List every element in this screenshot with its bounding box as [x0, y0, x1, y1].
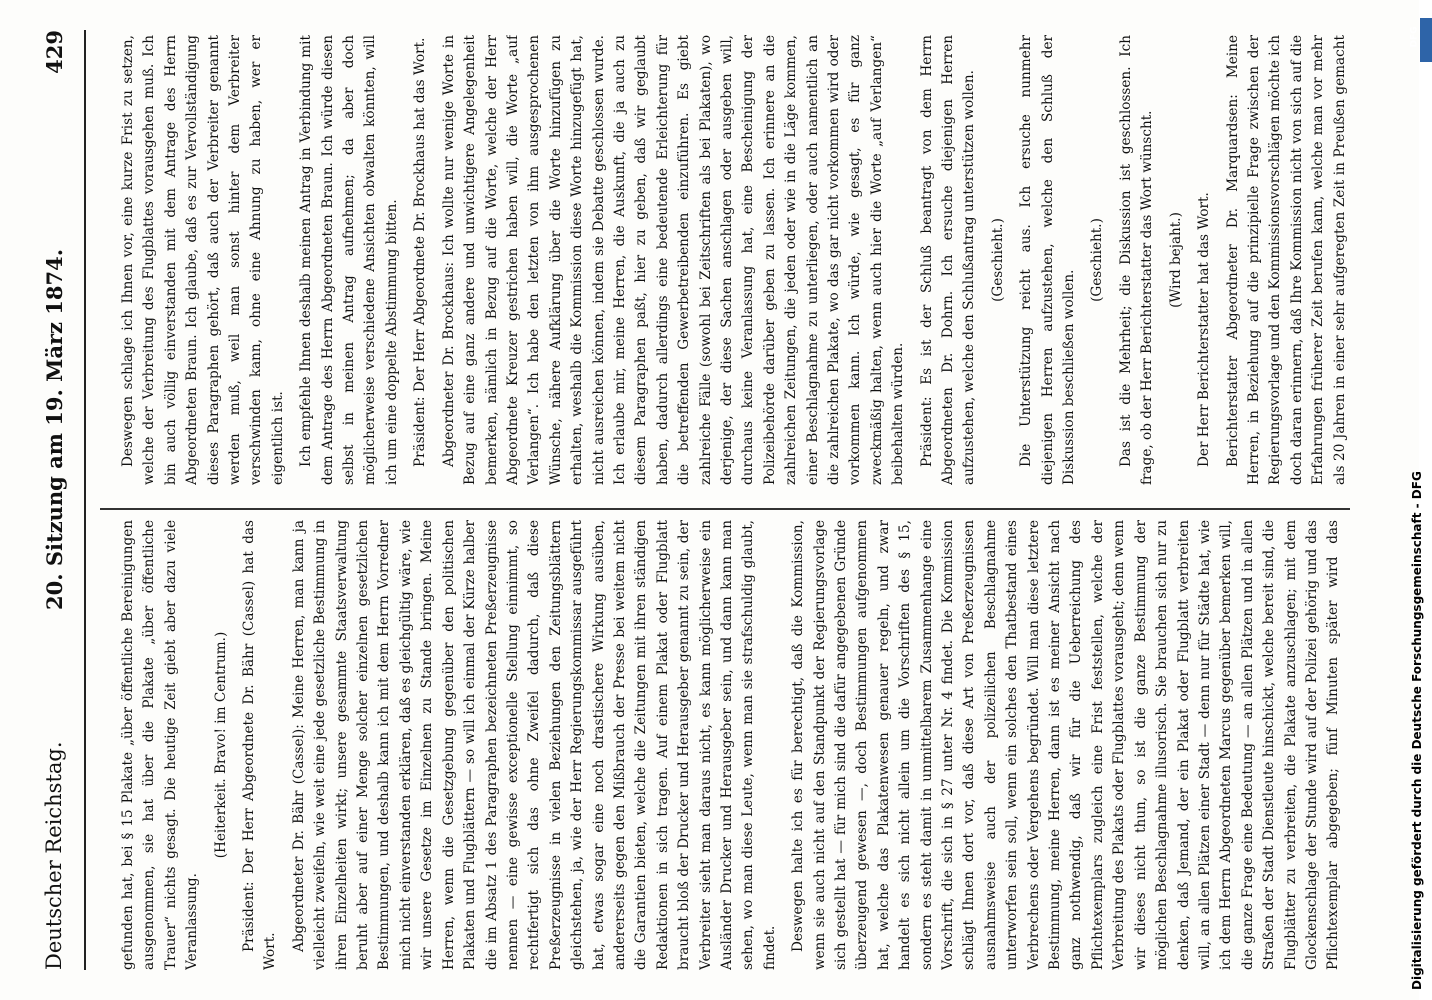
paragraph: Die Unterstützung reicht aus. Ich ersuche nunmehr diejenigen Herren aufzustehen, welche den Schluß der Diskussion beschließen wollen. [1018, 35, 1078, 485]
paragraph: gefunden hat, bei § 15 Plakate „über öffentliche Bereinigungen ausgenommen, sie hat über die Plakate „über öffentliche Trauer“ nichts gesagt. Die heutige Zeit giebt aber dazu viele Veranlassung. [120, 520, 201, 970]
paragraph: Das ist die Mehrheit; die Diskussion ist geschlossen. Ich frage, ob der Herr Berichterstatter das Wort wünscht. [1117, 35, 1156, 485]
header-rule [84, 30, 86, 970]
paragraph: Berichterstatter Abgeordneter Dr. Marquardsen: Meine Herren, in Beziehung auf die prinzipielle Frage zwischen der Regierungsvorlage und den Kommissionsvorschlägen möchte ich doch daran erinnern, daß Ihre Kommission nicht von sich auf die Erfahrungen früherer Zeit berufen kann, welche man vor mehr als 20 Jahren in einer sehr aufgeregten Zeit in Preußen gemacht [1224, 35, 1348, 485]
page-number: 429 [42, 30, 67, 74]
digitization-note: Digitalisierung gefördert durch die Deutsche Forschungsgemeinschaft - DFG [1410, 471, 1424, 990]
paragraph: Der Herr Berichterstatter hat das Wort. [1196, 192, 1213, 467]
dfg-logo [1409, 18, 1432, 62]
column-divider [100, 508, 1350, 510]
page-header [36, 30, 80, 970]
paragraph: Deswegen halte ich es für berechtigt, daß die Kommission, wenn sie auch nicht auf den Standpunkt der Regierungsvorlage sich gestellt hat — für mich sind die dafür angegebenen Gründe überzeugend gewesen —, doch Bestimmungen aufgenommen hat, welche das Plakatenwesen genauer regeln, und zwar handelt es sich nicht allein um die Vorschriften des § 15, sondern es steht damit in unmittelbarem Zusammenhange eine Vorschrift, die sich in § 27 unter Nr. 4 findet. Die Kommission schlägt Ihnen dort vor, daß diese Art von Preßerzeugnissen ausnahmsweise auch der polizeilichen Beschlagnahme unterworfen sein soll, wenn ein solches den Thatbestand eines Verbrechens oder Vergehens begründet. Will man diese letztere Bestimmung, meine Herren, dann ist es meiner Ansicht nach ganz nothwendig, daß wir für die Ueberreichung des Pflichtexemplars zugleich eine Frist feststellen, welche der Verbreitung des Plakats oder Flugblattes vorausgeht; denn wenn wir dieses nicht thun, so ist die ganze Bestimmung der möglichen Beschlagnahme illusorisch. Sie brauchen sich nur zu denken, daß Jemand, der ein Plakat oder Flugblatt verbreiten will, an allen Plätzen einer Stadt — denn nur für Städte hat, wie ich dem Herrn Abgeordneten Marcus gegenüber bemerken will, die ganze Frage eine Bedeutung — an allen Plätzen und in allen Straßen der Stadt Dienstleute hinschickt, welche bereit sind, die Flugblätter zu verbreiten, die Plakate anzuschlagen; mit dem Glockenschlage der Stunde wird auf der Polizei gehörig und das Pflichtexemplar abgegeben; fünf Minuten später wird das [790, 520, 1342, 970]
paragraph: Präsident: Der Herr Abgeordnete Dr. Brockhaus hat das Wort. [412, 37, 429, 467]
dfg-logo-text: DFG [1409, 26, 1420, 48]
paragraph: Abgeordneter Dr. Bähr (Cassel): Meine Herren, man kann ja vielleicht zweifeln, wie weit eine jede gesetzliche Bestimmung in ihren Einzelheiten wirkt; unsere gesammte Staatsverwaltung beruht aber auf einer Menge solcher einzelnen gesetzlichen Bestimmungen, und deshalb kann ich mit dem Herrn Vorredner mich nicht einverstanden erklären, daß es gleichgültig wäre, wie wir unsere Gesetze im Einzelnen zu Stande bringen. Meine Herren, wenn die Gesetzgebung gegenüber den politischen Plakaten und Flugblättern — so will ich einmal der Kürze halber die im Absatz 1 des Paragraphen bezeichneten Preßerzeugnisse nennen — eine gewisse exceptionelle Stellung einnimmt, so rechtfertigt sich das ohne Zweifel dadurch, daß diese Preßerzeugnisse in vielen Beziehungen den Zeitungsblättern gleichstehen, ja, wie der Herr Regierungskommissar ausgeführt hat, etwas sogar eine noch drastischere Wirkung ausüben, andererseits gegen den Mißbrauch der Presse bei weitem nicht die Garantien bieten, welche die Zeitungen mit ihren ständigen Redaktionen in sich tragen. Auf einem Plakat oder Flugblatt braucht bloß der Drucker und Herausgeber genannt zu sein, der Verbreiter sieht man daraus nicht, es kann möglicherweise ein Ausländer Drucker und Herausgeber sein, und dann kann man sehen, wo man diese Leute, wenn man sie strafschuldig glaubt, findet. [290, 520, 778, 970]
paragraph: (Geschieht.) [989, 218, 1006, 302]
paragraph: (Heiterkeit. Bravo! im Centrum.) [212, 631, 229, 859]
header-left: Deutscher Reichstag. [42, 741, 66, 970]
paragraph: Ich empfehle Ihnen deshalb meinen Antrag in Verbindung mit dem Antrage des Herrn Abgeordneten Braun. Ich würde diesen selbst in meinen Antrag aufnehmen; da aber doch möglicherweise verschiedene Ansichten obwalten könnten, will ich um eine doppelte Abstimmung bitten. [298, 35, 400, 485]
paragraph: (Wird bejaht.) [1167, 212, 1184, 308]
paragraph: Deswegen schlage ich Ihnen vor, eine kurze Frist zu setzen, welche der Verbreitung des Flugblattes vorausgehen muß. Ich bin auch völlig einverstanden mit dem Antrage des Herrn Abgeordneten Braun. Ich glaube, daß es zur Vervollständigung dieses Paragraphen gehört, daß auch der Verbreiter genannt werden muß, weil man sonst hinter dem Verbreiter verschwinden kann, ohne eine Ahnung zu haben, wer er eigentlich ist. [120, 35, 286, 485]
paragraph: Abgeordneter Dr. Brockhaus: Ich wollte nur wenige Worte in Bezug auf eine ganz andere und unwichtigere Angelegenheit bemerken, nämlich in Bezug auf die Worte, welche der Herr Abgeordnete Kreuzer gestrichen haben will, die Worte „auf Verlangen“. Ich habe den letzten von ihm ausgesprochenen Wünsche, nähere Aufklärung über die Worte hinzufügen zu erhalten, weshalb die Kommission diese Worte hinzugefügt hat, nicht ausreichen können, indem sie Debatte geschlossen wurde. Ich erlaube mir, meine Herren, die Auskunft, die ja auch zu diesem Paragraphen paßt, hier zu geben, daß wir geglaubt haben, dadurch allerdings eine bedeutende Erleichterung für die betreffenden Gewerbetreibenden einzuführen. Es giebt zahlreiche Fälle (sowohl bei Zeitschriften als bei Plakaten), wo derjenige, der diese Sachen anschlagen oder ausgeben will, durchaus keine Veranlassung hat, eine Bescheinigung der Polizeibehörde darüber geben zu lassen. Ich erinnere an die zahlreichen Zeitungen, die jeden oder wie in die Läge kommen, einer Beschlagnahme zu unterliegen, oder auch namentlich an die zahlreichen Plakate, wo das gar nicht vorkommen wird oder vorkommen kann. Ich würde, wie gesagt, es für ganz zweckmäßig halten, wenn auch hier die Worte „auf Verlangen“ beibehalten würden. [440, 35, 907, 485]
text-column-right [118, 35, 1348, 485]
paragraph: (Geschieht.) [1089, 218, 1106, 302]
paragraph: Präsident: Der Herr Abgeordnete Dr. Bähr (Cassel) hat das Wort. [241, 520, 279, 970]
text-column-left [118, 520, 1348, 970]
header-session: 20. Sitzung am 19. März 1874. [42, 248, 67, 610]
paragraph: Präsident: Es ist der Schluß beantragt von dem Herrn Abgeordneten Dr. Dohrn. Ich ersuche diejenigen Herren aufzustehen, welche den Schlußantrag unterstützen wollen. [918, 35, 978, 485]
